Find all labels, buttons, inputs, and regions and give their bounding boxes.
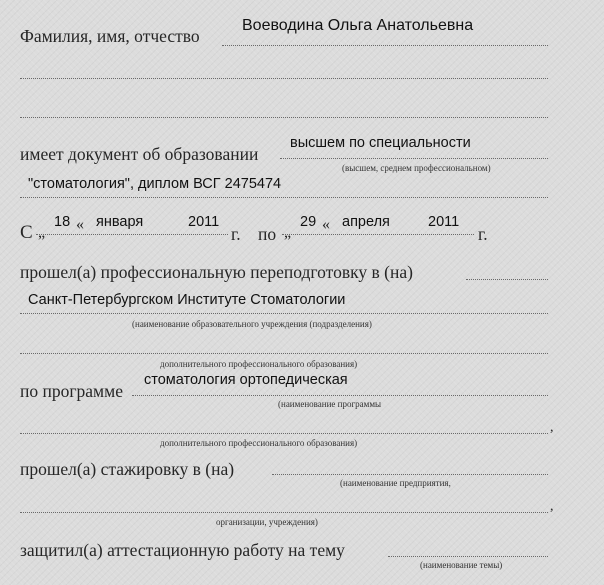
period-to-year-suffix: г. — [478, 224, 488, 244]
period-from-quote-close: « — [76, 216, 84, 233]
thesis-line — [388, 556, 548, 557]
period-from-year: 2011 — [188, 214, 220, 230]
retraining-line — [466, 279, 548, 280]
period-to-quote-open: „ — [284, 224, 292, 241]
additional-education-hint-1: дополнительного профессионального образования) — [160, 359, 358, 369]
organization-line — [20, 512, 548, 513]
program-hint: (наименование программы — [278, 399, 382, 409]
topic-hint: (наименование темы) — [420, 560, 503, 570]
program-value: стоматология ортопедическая — [144, 372, 348, 388]
period-from-day: 18 — [54, 214, 71, 230]
period-to-day: 29 — [300, 214, 317, 230]
education-level-line — [280, 158, 548, 159]
fio-value: Воеводина Ольга Анатольевна — [242, 17, 474, 34]
institution-hint: (наименование образовательного учреждения (подразделения) — [132, 319, 372, 329]
institution-value: Санкт-Петербургском Институте Стоматологии — [28, 292, 346, 308]
internship-line — [272, 474, 548, 475]
period-from-line — [36, 234, 228, 235]
enterprise-hint: (наименование предприятия, — [340, 478, 451, 488]
additional-education-line-2 — [20, 433, 548, 434]
program-line — [132, 395, 548, 396]
organization-hint: организации, учреждения) — [216, 517, 318, 527]
fio-label: Фамилия, имя, отчество — [20, 26, 200, 46]
specialty-line — [20, 197, 548, 198]
blank-line-2 — [20, 117, 548, 118]
fio-line — [222, 45, 548, 46]
institution-line — [20, 313, 548, 314]
period-to-line — [282, 234, 474, 235]
period-to-quote-close: « — [322, 216, 330, 233]
period-to-month: апреля — [342, 214, 390, 230]
period-from-month: января — [96, 214, 144, 230]
period-to-year: 2011 — [428, 214, 460, 230]
additional-education-hint-2: дополнительного профессионального образования) — [160, 438, 358, 448]
specialty-diploma-value: "стоматология", диплом ВСГ 2475474 — [28, 176, 282, 192]
education-level-hint: (высшем, среднем профессиональном) — [342, 163, 491, 173]
thesis-label: защитил(а) аттестационную работу на тему — [20, 540, 345, 560]
blank-line-1 — [20, 78, 548, 79]
period-from-year-suffix: г. — [231, 224, 241, 244]
period-to-prefix: по — [258, 224, 277, 244]
education-level-value: высшем по специальности — [290, 135, 471, 151]
retraining-label: прошел(а) профессиональную переподготовку в (на) — [20, 262, 413, 282]
education-label: имеет документ об образовании — [20, 144, 259, 164]
internship-label: прошел(а) стажировку в (на) — [20, 459, 235, 479]
period-from-quote-open: „ — [38, 224, 46, 241]
period-from-prefix: С — [20, 222, 33, 243]
additional-education-line-1 — [20, 353, 548, 354]
program-label: по программе — [20, 381, 123, 401]
